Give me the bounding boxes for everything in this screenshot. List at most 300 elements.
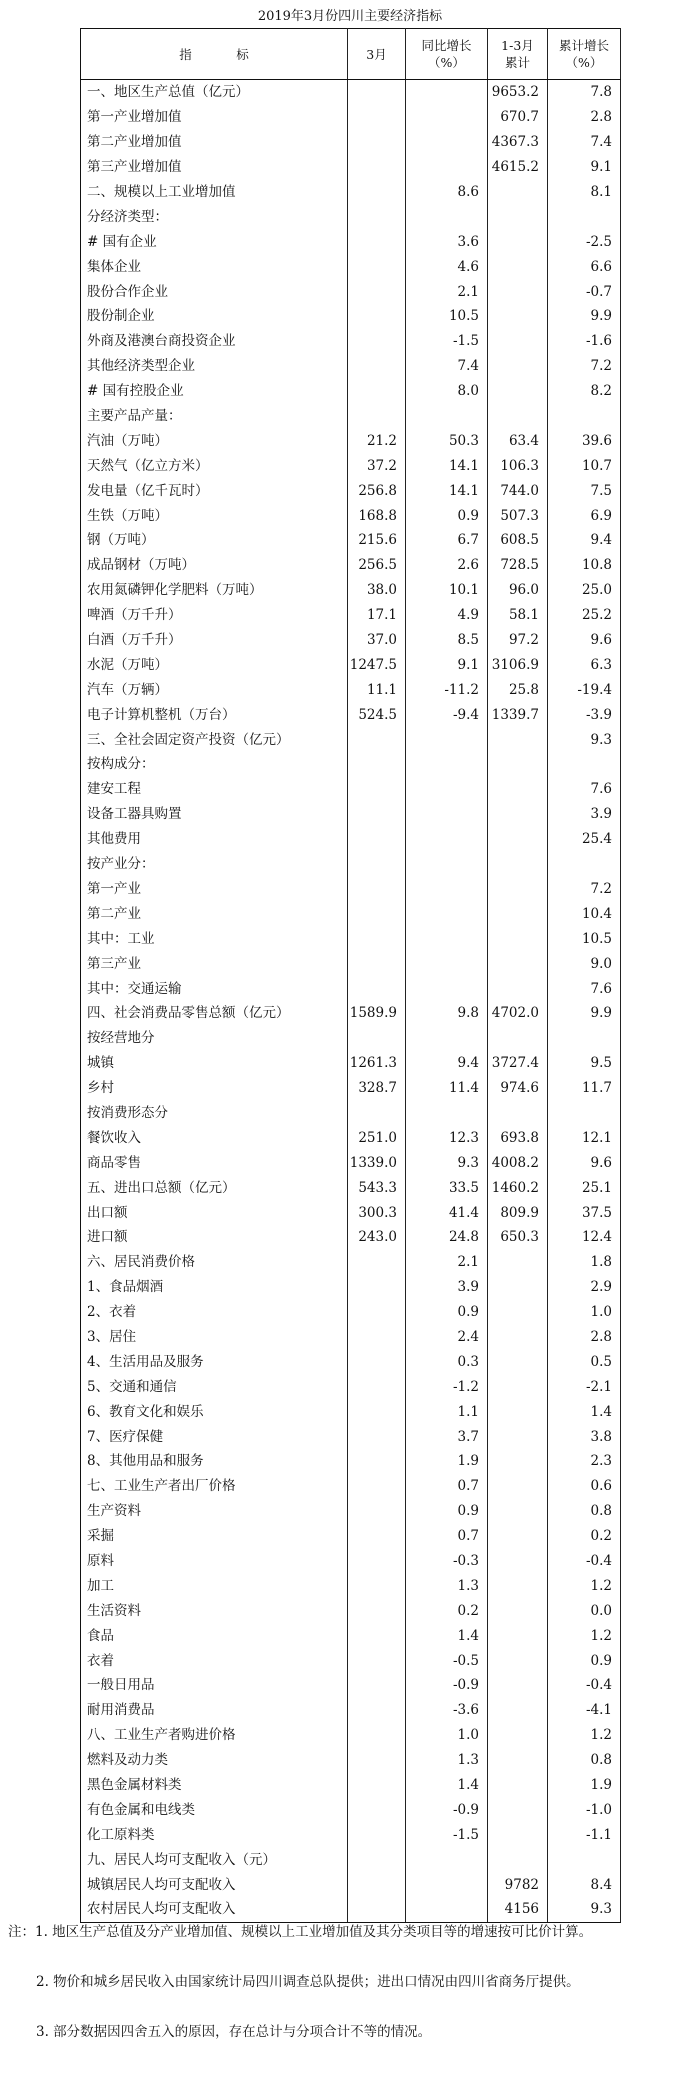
yoy-cell — [406, 727, 488, 752]
month-cell — [348, 1723, 406, 1748]
table-row — [81, 777, 621, 802]
table-row — [81, 279, 621, 304]
month-cell — [348, 155, 406, 180]
indicator-cell: # 国有企业 — [81, 229, 348, 254]
header-cumulative-growth-line2: （%） — [565, 55, 603, 70]
yoy-cell — [406, 827, 488, 852]
cumulative-growth-cell: -1.0 — [548, 1797, 621, 1822]
indicator-cell: 其中：交通运输 — [81, 976, 348, 1001]
header-cumulative-line2: 累计 — [504, 55, 530, 70]
month-cell: 37.0 — [348, 628, 406, 653]
yoy-cell — [406, 1101, 488, 1126]
table-row — [81, 1623, 621, 1648]
yoy-cell — [406, 130, 488, 155]
cumulative-cell — [488, 1847, 548, 1872]
yoy-cell: 1.3 — [406, 1748, 488, 1773]
cumulative-growth-cell — [548, 1026, 621, 1051]
month-cell — [348, 1449, 406, 1474]
cumulative-growth-cell: 1.2 — [548, 1623, 621, 1648]
month-cell — [348, 1275, 406, 1300]
cumulative-cell: 693.8 — [488, 1125, 548, 1150]
month-cell — [348, 1349, 406, 1374]
month-cell — [348, 827, 406, 852]
cumulative-cell — [488, 926, 548, 951]
yoy-cell: 11.4 — [406, 1076, 488, 1101]
cumulative-cell — [488, 304, 548, 329]
indicator-cell: 三、全社会固定资产投资（亿元） — [81, 727, 348, 752]
cumulative-cell — [488, 1250, 548, 1275]
yoy-cell — [406, 80, 488, 105]
month-cell — [348, 1250, 406, 1275]
month-cell: 328.7 — [348, 1076, 406, 1101]
cumulative-cell — [488, 1648, 548, 1673]
cumulative-growth-cell: 10.4 — [548, 901, 621, 926]
cumulative-cell: 728.5 — [488, 553, 548, 578]
month-cell — [348, 926, 406, 951]
cumulative-cell — [488, 1374, 548, 1399]
cumulative-cell: 650.3 — [488, 1225, 548, 1250]
cumulative-growth-cell — [548, 1101, 621, 1126]
indicator-cell: 1、食品烟酒 — [81, 1275, 348, 1300]
table-row — [81, 1648, 621, 1673]
yoy-cell: 1.3 — [406, 1573, 488, 1598]
cumulative-cell: 4367.3 — [488, 130, 548, 155]
table-row — [81, 1026, 621, 1051]
table-row — [81, 1399, 621, 1424]
cumulative-growth-cell: 25.1 — [548, 1175, 621, 1200]
table-row — [81, 1897, 621, 1922]
month-cell — [348, 1648, 406, 1673]
yoy-cell: 3.6 — [406, 229, 488, 254]
cumulative-growth-cell: 0.0 — [548, 1598, 621, 1623]
month-cell — [348, 1424, 406, 1449]
indicator-cell: 集体企业 — [81, 254, 348, 279]
table-row — [81, 155, 621, 180]
cumulative-cell — [488, 976, 548, 1001]
indicator-cell: 建安工程 — [81, 777, 348, 802]
month-cell — [348, 1698, 406, 1723]
yoy-cell: 4.6 — [406, 254, 488, 279]
cumulative-growth-cell: 0.2 — [548, 1524, 621, 1549]
cumulative-growth-cell: -1.1 — [548, 1822, 621, 1847]
yoy-cell: 0.3 — [406, 1349, 488, 1374]
indicator-cell: 食品 — [81, 1623, 348, 1648]
table-row — [81, 503, 621, 528]
yoy-cell: -3.6 — [406, 1698, 488, 1723]
indicator-cell: 生活资料 — [81, 1598, 348, 1623]
cumulative-growth-cell: 2.8 — [548, 105, 621, 130]
cumulative-growth-cell: -3.9 — [548, 702, 621, 727]
yoy-cell: 8.5 — [406, 628, 488, 653]
cumulative-cell: 3727.4 — [488, 1051, 548, 1076]
indicator-cell: 汽油（万吨） — [81, 428, 348, 453]
indicator-cell: 外商及港澳台商投资企业 — [81, 329, 348, 354]
yoy-cell: -0.9 — [406, 1797, 488, 1822]
month-cell — [348, 254, 406, 279]
yoy-cell — [406, 926, 488, 951]
month-cell — [348, 901, 406, 926]
indicator-cell: 农用氮磷钾化学肥料（万吨） — [81, 578, 348, 603]
cumulative-cell — [488, 1797, 548, 1822]
table-row — [81, 379, 621, 404]
table-row — [81, 677, 621, 702]
table-row — [81, 1698, 621, 1723]
cumulative-growth-cell: -0.4 — [548, 1673, 621, 1698]
month-cell: 1339.0 — [348, 1150, 406, 1175]
yoy-cell: 10.5 — [406, 304, 488, 329]
cumulative-cell — [488, 1524, 548, 1549]
header-yoy — [406, 29, 488, 80]
cumulative-growth-cell: 10.5 — [548, 926, 621, 951]
yoy-cell: 0.7 — [406, 1474, 488, 1499]
month-cell — [348, 951, 406, 976]
table-row — [81, 901, 621, 926]
yoy-cell: 2.4 — [406, 1325, 488, 1350]
cumulative-growth-cell: 9.9 — [548, 304, 621, 329]
footnote-2: 2. 物价和城乡居民收入由国家统计局四川调查总队提供；进出口情况由四川省商务厅提供。 — [36, 1974, 580, 1990]
cumulative-growth-cell: 2.8 — [548, 1325, 621, 1350]
table-row — [81, 1524, 621, 1549]
cumulative-growth-cell: 25.0 — [548, 578, 621, 603]
table-row — [81, 254, 621, 279]
table-row — [81, 1474, 621, 1499]
cumulative-cell — [488, 877, 548, 902]
cumulative-cell — [488, 1748, 548, 1773]
month-cell — [348, 1524, 406, 1549]
header-yoy-line1: 同比增长 — [421, 38, 472, 53]
footnote-1: 注：1. 地区生产总值及分产业增加值、规模以上工业增加值及其分类项目等的增速按可比价计算。 — [8, 1924, 593, 1940]
indicator-cell: 按消费形态分 — [81, 1101, 348, 1126]
indicator-cell: 农村居民人均可支配收入 — [81, 1897, 348, 1922]
table-row — [81, 204, 621, 229]
month-cell: 17.1 — [348, 603, 406, 628]
cumulative-cell: 809.9 — [488, 1200, 548, 1225]
cumulative-cell: 96.0 — [488, 578, 548, 603]
month-cell: 1261.3 — [348, 1051, 406, 1076]
cumulative-growth-cell: 7.6 — [548, 976, 621, 1001]
header-cumulative — [488, 29, 548, 80]
cumulative-growth-cell: 7.5 — [548, 478, 621, 503]
cumulative-growth-cell: 7.8 — [548, 80, 621, 105]
month-cell — [348, 1748, 406, 1773]
indicator-cell: 7、医疗保健 — [81, 1424, 348, 1449]
indicator-cell: 有色金属和电线类 — [81, 1797, 348, 1822]
yoy-cell: 7.4 — [406, 354, 488, 379]
month-cell: 38.0 — [348, 578, 406, 603]
yoy-cell: 2.6 — [406, 553, 488, 578]
yoy-cell: 24.8 — [406, 1225, 488, 1250]
cumulative-cell: 63.4 — [488, 428, 548, 453]
yoy-cell: -9.4 — [406, 702, 488, 727]
table-row — [81, 1499, 621, 1524]
yoy-cell — [406, 777, 488, 802]
yoy-cell — [406, 105, 488, 130]
month-cell — [348, 1374, 406, 1399]
indicator-cell: 城镇居民人均可支配收入 — [81, 1872, 348, 1897]
cumulative-cell — [488, 1101, 548, 1126]
month-cell — [348, 1101, 406, 1126]
table-row — [81, 852, 621, 877]
yoy-cell: 12.3 — [406, 1125, 488, 1150]
cumulative-growth-cell: 12.4 — [548, 1225, 621, 1250]
cumulative-cell — [488, 1449, 548, 1474]
indicator-cell: 按经营地分 — [81, 1026, 348, 1051]
cumulative-cell — [488, 1349, 548, 1374]
month-cell: 215.6 — [348, 528, 406, 553]
indicator-cell: 五、进出口总额（亿元） — [81, 1175, 348, 1200]
cumulative-cell: 106.3 — [488, 453, 548, 478]
yoy-cell — [406, 1897, 488, 1922]
yoy-cell: 9.3 — [406, 1150, 488, 1175]
cumulative-cell — [488, 329, 548, 354]
yoy-cell: -1.2 — [406, 1374, 488, 1399]
indicator-cell: 餐饮收入 — [81, 1125, 348, 1150]
table-row — [81, 1349, 621, 1374]
indicator-cell: 8、其他用品和服务 — [81, 1449, 348, 1474]
cumulative-growth-cell — [548, 852, 621, 877]
cumulative-cell — [488, 802, 548, 827]
cumulative-growth-cell: 9.6 — [548, 1150, 621, 1175]
cumulative-growth-cell: -0.4 — [548, 1549, 621, 1574]
indicator-cell: 二、规模以上工业增加值 — [81, 180, 348, 205]
table-row — [81, 528, 621, 553]
indicator-cell: 5、交通和通信 — [81, 1374, 348, 1399]
yoy-cell: -0.9 — [406, 1673, 488, 1698]
month-cell — [348, 105, 406, 130]
table-title: 2019年3月份四川主要经济指标 — [257, 9, 443, 24]
yoy-cell: 9.4 — [406, 1051, 488, 1076]
month-cell: 37.2 — [348, 453, 406, 478]
table-row — [81, 1325, 621, 1350]
yoy-cell: 1.4 — [406, 1773, 488, 1798]
cumulative-growth-cell: 7.6 — [548, 777, 621, 802]
cumulative-growth-cell: 0.8 — [548, 1499, 621, 1524]
cumulative-cell — [488, 1573, 548, 1598]
indicator-cell: 六、居民消费价格 — [81, 1250, 348, 1275]
table-row — [81, 1101, 621, 1126]
cumulative-cell — [488, 901, 548, 926]
month-cell: 168.8 — [348, 503, 406, 528]
cumulative-growth-cell: 1.0 — [548, 1300, 621, 1325]
cumulative-growth-cell: 9.4 — [548, 528, 621, 553]
cumulative-growth-cell: 9.3 — [548, 727, 621, 752]
yoy-cell: 3.9 — [406, 1275, 488, 1300]
yoy-cell: 14.1 — [406, 453, 488, 478]
cumulative-growth-cell — [548, 752, 621, 777]
indicator-cell: 3、居住 — [81, 1325, 348, 1350]
month-cell — [348, 304, 406, 329]
cumulative-cell: 4008.2 — [488, 1150, 548, 1175]
yoy-cell: 0.2 — [406, 1598, 488, 1623]
indicator-cell: 2、衣着 — [81, 1300, 348, 1325]
indicator-cell: 生铁（万吨） — [81, 503, 348, 528]
yoy-cell: 41.4 — [406, 1200, 488, 1225]
cumulative-growth-cell: 1.4 — [548, 1399, 621, 1424]
cumulative-growth-cell: 39.6 — [548, 428, 621, 453]
table-row — [81, 802, 621, 827]
yoy-cell — [406, 901, 488, 926]
cumulative-cell: 1339.7 — [488, 702, 548, 727]
cumulative-cell: 507.3 — [488, 503, 548, 528]
cumulative-cell — [488, 1723, 548, 1748]
indicator-cell: 股份制企业 — [81, 304, 348, 329]
month-cell — [348, 727, 406, 752]
month-cell — [348, 802, 406, 827]
indicator-cell: 出口额 — [81, 1200, 348, 1225]
header-indicator: 指 标 — [81, 29, 348, 80]
cumulative-cell — [488, 254, 548, 279]
cumulative-cell: 58.1 — [488, 603, 548, 628]
month-cell: 524.5 — [348, 702, 406, 727]
table-row — [81, 1125, 621, 1150]
indicator-cell: 按产业分： — [81, 852, 348, 877]
cumulative-cell — [488, 1822, 548, 1847]
indicator-cell: 电子计算机整机（万台） — [81, 702, 348, 727]
yoy-cell: 4.9 — [406, 603, 488, 628]
table-row — [81, 702, 621, 727]
cumulative-growth-cell: 1.9 — [548, 1773, 621, 1798]
cumulative-cell — [488, 1026, 548, 1051]
yoy-cell: 0.9 — [406, 1499, 488, 1524]
month-cell — [348, 1623, 406, 1648]
indicator-cell: 一般日用品 — [81, 1673, 348, 1698]
yoy-cell: -1.5 — [406, 329, 488, 354]
table-row — [81, 1275, 621, 1300]
month-cell: 251.0 — [348, 1125, 406, 1150]
month-cell — [348, 404, 406, 429]
month-cell: 1589.9 — [348, 1001, 406, 1026]
table-row — [81, 1001, 621, 1026]
cumulative-cell — [488, 1424, 548, 1449]
month-cell — [348, 204, 406, 229]
month-cell — [348, 1399, 406, 1424]
table-row — [81, 1598, 621, 1623]
yoy-cell — [406, 1872, 488, 1897]
cumulative-cell — [488, 1673, 548, 1698]
cumulative-cell: 974.6 — [488, 1076, 548, 1101]
cumulative-growth-cell: 6.9 — [548, 503, 621, 528]
month-cell — [348, 777, 406, 802]
table-row — [81, 404, 621, 429]
indicator-cell: 八、工业生产者购进价格 — [81, 1723, 348, 1748]
month-cell — [348, 130, 406, 155]
table-row — [81, 304, 621, 329]
indicator-cell: 九、居民人均可支配收入（元） — [81, 1847, 348, 1872]
cumulative-cell — [488, 1698, 548, 1723]
cumulative-growth-cell: 1.2 — [548, 1723, 621, 1748]
table-row — [81, 1773, 621, 1798]
yoy-cell: 1.4 — [406, 1623, 488, 1648]
cumulative-cell: 608.5 — [488, 528, 548, 553]
yoy-cell — [406, 852, 488, 877]
table-row — [81, 1250, 621, 1275]
month-cell — [348, 329, 406, 354]
table-row — [81, 180, 621, 205]
table-row — [81, 1748, 621, 1773]
cumulative-cell: 9653.2 — [488, 80, 548, 105]
cumulative-growth-cell: 10.8 — [548, 553, 621, 578]
cumulative-growth-cell: 9.9 — [548, 1001, 621, 1026]
cumulative-cell — [488, 827, 548, 852]
cumulative-cell: 4156 — [488, 1897, 548, 1922]
cumulative-growth-cell: 7.2 — [548, 877, 621, 902]
yoy-cell: 1.9 — [406, 1449, 488, 1474]
yoy-cell: -1.5 — [406, 1822, 488, 1847]
indicator-cell: 第一产业 — [81, 877, 348, 902]
indicator-cell: 4、生活用品及服务 — [81, 1349, 348, 1374]
yoy-cell — [406, 752, 488, 777]
month-cell: 256.8 — [348, 478, 406, 503]
month-cell: 300.3 — [348, 1200, 406, 1225]
cumulative-growth-cell: 25.4 — [548, 827, 621, 852]
cumulative-cell — [488, 777, 548, 802]
cumulative-cell — [488, 379, 548, 404]
indicator-cell: 6、教育文化和娱乐 — [81, 1399, 348, 1424]
month-cell: 11.1 — [348, 677, 406, 702]
cumulative-cell — [488, 1598, 548, 1623]
indicator-cell: 成品钢材（万吨） — [81, 553, 348, 578]
cumulative-cell — [488, 229, 548, 254]
cumulative-growth-cell: 10.7 — [548, 453, 621, 478]
cumulative-growth-cell: 8.1 — [548, 180, 621, 205]
table-row — [81, 428, 621, 453]
cumulative-growth-cell: -2.1 — [548, 1374, 621, 1399]
table-row — [81, 105, 621, 130]
indicator-cell: 水泥（万吨） — [81, 652, 348, 677]
month-cell — [348, 1325, 406, 1350]
table-row — [81, 1822, 621, 1847]
cumulative-growth-cell: 7.4 — [548, 130, 621, 155]
table-row — [81, 130, 621, 155]
month-cell — [348, 1872, 406, 1897]
month-cell: 1247.5 — [348, 652, 406, 677]
cumulative-growth-cell: 2.9 — [548, 1275, 621, 1300]
cumulative-cell — [488, 1325, 548, 1350]
indicator-cell: 燃料及动力类 — [81, 1748, 348, 1773]
cumulative-cell — [488, 752, 548, 777]
cumulative-growth-cell: -2.5 — [548, 229, 621, 254]
month-cell — [348, 976, 406, 1001]
table-row — [81, 329, 621, 354]
table-row — [81, 1549, 621, 1574]
table-row — [81, 1374, 621, 1399]
indicator-cell: 其中：工业 — [81, 926, 348, 951]
table-row — [81, 229, 621, 254]
cumulative-growth-cell: 0.8 — [548, 1748, 621, 1773]
cumulative-cell — [488, 1474, 548, 1499]
cumulative-growth-cell: 37.5 — [548, 1200, 621, 1225]
indicator-cell: 加工 — [81, 1573, 348, 1598]
yoy-cell: 8.0 — [406, 379, 488, 404]
cumulative-cell — [488, 1399, 548, 1424]
footnote-3: 3. 部分数据因四舍五入的原因，存在总计与分项合计不等的情况。 — [36, 2024, 432, 2040]
table-row — [81, 1797, 621, 1822]
indicator-cell: 黑色金属材料类 — [81, 1773, 348, 1798]
table-row — [81, 1424, 621, 1449]
table-row — [81, 1200, 621, 1225]
indicator-cell: 采掘 — [81, 1524, 348, 1549]
indicator-cell: 白酒（万千升） — [81, 628, 348, 653]
cumulative-cell: 97.2 — [488, 628, 548, 653]
indicator-cell: 第一产业增加值 — [81, 105, 348, 130]
indicator-cell: 按构成分： — [81, 752, 348, 777]
yoy-cell: 3.7 — [406, 1424, 488, 1449]
cumulative-growth-cell: 0.5 — [548, 1349, 621, 1374]
table-row — [81, 80, 621, 105]
cumulative-growth-cell: 3.8 — [548, 1424, 621, 1449]
cumulative-cell: 4615.2 — [488, 155, 548, 180]
indicator-cell: 钢（万吨） — [81, 528, 348, 553]
